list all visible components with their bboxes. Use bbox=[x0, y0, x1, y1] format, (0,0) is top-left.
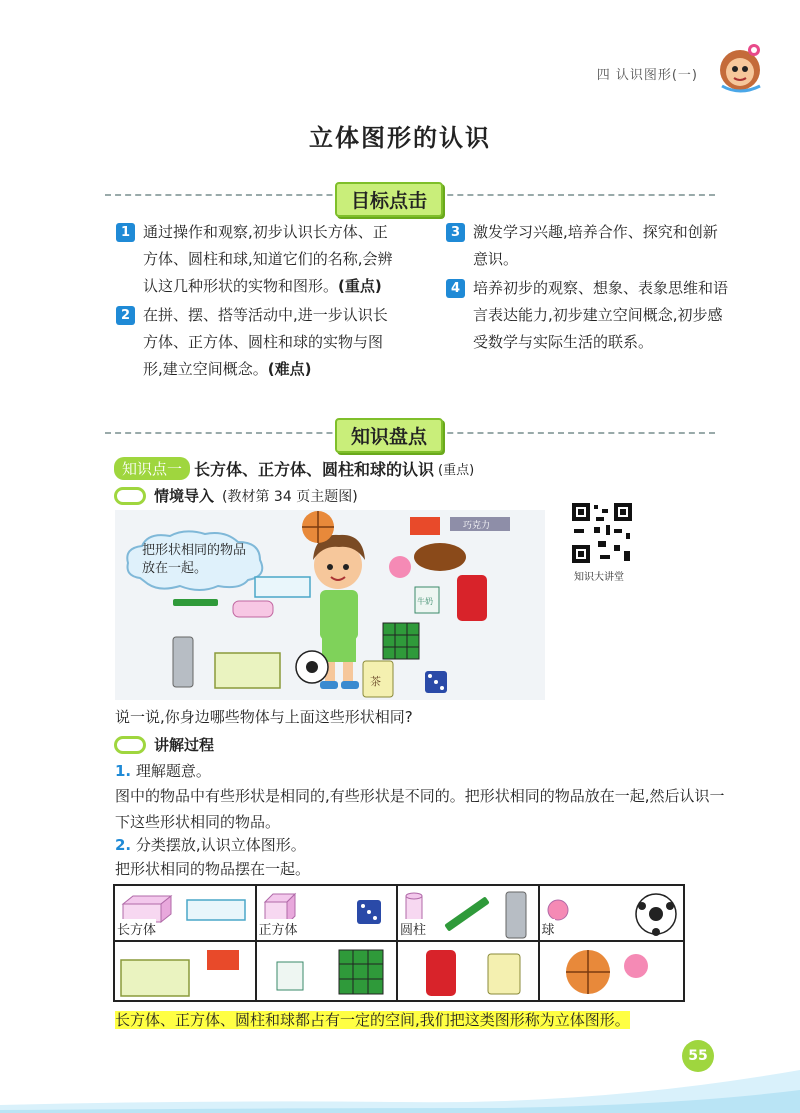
goal-number: 1 bbox=[116, 223, 135, 242]
soap-icon bbox=[233, 601, 273, 617]
milk-box-icon bbox=[415, 587, 439, 613]
oval-bullet-icon bbox=[114, 487, 146, 505]
chocolate-bar-icon bbox=[450, 517, 510, 531]
marker-pen-icon bbox=[444, 896, 490, 931]
cube-items-cell bbox=[256, 941, 398, 1001]
knowledge-point-heading bbox=[114, 457, 474, 480]
cuboid-items-cell bbox=[114, 941, 256, 1001]
milk-box-icon bbox=[277, 962, 303, 990]
flask-cylinder-icon bbox=[506, 892, 526, 938]
goal-number: 3 bbox=[446, 223, 465, 242]
storage-box-icon bbox=[121, 960, 189, 996]
marker-pen-icon bbox=[173, 599, 218, 606]
goals-banner: 目标点击 bbox=[335, 182, 443, 217]
step-text: 分类摆放,认识立体图形。 bbox=[135, 836, 306, 854]
conclusion bbox=[115, 1009, 630, 1030]
scene-objects bbox=[115, 505, 545, 700]
snack-box-icon bbox=[207, 950, 239, 970]
paragraph-1: 图中的物品中有些形状是相同的,有些形状是不同的。把形状相同的物品放在一起,然后认识一下这些形状相同的物品。 bbox=[115, 787, 725, 831]
cloud-text: 把形状相同的物品放在一起。 bbox=[142, 543, 247, 576]
kp-title: 长方体、正方体、圆柱和球的认识 bbox=[194, 460, 435, 479]
goal-item bbox=[446, 275, 728, 356]
goal-tag: (重点) bbox=[338, 277, 382, 295]
toothpaste-box-icon bbox=[187, 900, 245, 920]
cube-label: 正方体 bbox=[259, 919, 298, 938]
cylinder-label: 圆柱 bbox=[400, 919, 426, 938]
cylinder-items-cell bbox=[397, 941, 539, 1001]
goal-item bbox=[116, 219, 398, 300]
goal-text: 培养初步的观察、想象、表象思维和语言表达能力,初步建立空间概念,初步感受数学与实际生活的联系。 bbox=[473, 279, 729, 351]
goal-text: 通过操作和观察,初步认识长方体、正方体、圆柱和球,知道它们的名称,会辨认这几种形状的实物和图形。 bbox=[143, 223, 393, 295]
soda-can-icon bbox=[426, 950, 456, 996]
cylinder-shape-icon bbox=[406, 893, 422, 920]
goal-number: 4 bbox=[446, 279, 465, 298]
goal-number: 2 bbox=[116, 306, 135, 325]
conclusion-text: 长方体、正方体、圆柱和球都占有一定的空间,我们把这类图形称为立体图形。 bbox=[115, 1011, 630, 1029]
explain-title: 讲解过程 bbox=[154, 736, 215, 754]
cylinder-cell bbox=[397, 885, 539, 941]
kp-tag: 知识点一 bbox=[114, 457, 190, 480]
oval-bullet-icon bbox=[114, 736, 146, 754]
goal-tag: (难点) bbox=[267, 360, 312, 378]
situation-note: (教材第 34 页主题图) bbox=[222, 488, 358, 505]
cuboid-label: 长方体 bbox=[117, 919, 156, 938]
page-title: 立体图形的认识 bbox=[309, 124, 491, 152]
sphere-label: 球 bbox=[542, 919, 555, 938]
question-text: 说一说,你身边哪些物体与上面这些形状相同? bbox=[115, 708, 413, 726]
kp-sub: (重点) bbox=[438, 463, 475, 478]
chapter-title: 四 认识图形(一) bbox=[596, 68, 698, 83]
pink-ball-icon bbox=[624, 954, 648, 978]
goals-right-column bbox=[446, 219, 728, 356]
tea-can-icon bbox=[488, 954, 520, 994]
sphere-cell bbox=[539, 885, 684, 941]
soda-can-icon bbox=[457, 575, 487, 621]
step-text: 理解题意。 bbox=[135, 762, 211, 780]
goal-item bbox=[446, 219, 728, 273]
mascot-icon bbox=[710, 36, 770, 96]
goals-left-column bbox=[116, 219, 398, 383]
situation-heading bbox=[114, 485, 358, 506]
tea-label: 茶 bbox=[370, 675, 381, 688]
step-number: 2. bbox=[115, 836, 132, 854]
flask-cylinder-icon bbox=[173, 637, 193, 687]
dice-icon bbox=[357, 900, 381, 924]
explain-heading bbox=[114, 734, 214, 755]
tea-can-icon bbox=[363, 661, 393, 697]
paragraph-2: 把形状相同的物品摆在一起。 bbox=[115, 860, 311, 878]
step-1 bbox=[115, 758, 211, 784]
sort-table bbox=[113, 884, 685, 1002]
step-number: 1. bbox=[115, 762, 132, 780]
wave-decoration bbox=[0, 1050, 800, 1113]
rubiks-cube-icon bbox=[383, 623, 419, 659]
pink-ball-icon bbox=[389, 556, 411, 578]
milk-label: 牛奶 bbox=[417, 597, 433, 606]
rugby-ball-icon bbox=[414, 543, 466, 571]
sphere-shape-icon bbox=[548, 900, 568, 920]
knowledge-banner: 知识盘点 bbox=[335, 418, 443, 453]
rubiks-cube-icon bbox=[339, 950, 383, 994]
qr-label: 知识大讲堂 bbox=[574, 572, 624, 583]
cuboid-cell bbox=[114, 885, 256, 941]
goal-text: 在拼、摆、搭等活动中,进一步认识长方体、正方体、圆柱和球的实物与图形,建立空间概念。 bbox=[143, 306, 388, 378]
chocolate-label: 巧克力 bbox=[463, 521, 491, 531]
snack-box-icon bbox=[410, 517, 440, 535]
storage-box-icon bbox=[215, 653, 280, 688]
qr-code-icon bbox=[570, 501, 634, 565]
page-number: 55 bbox=[682, 1040, 714, 1072]
soccer-ball-icon bbox=[636, 894, 676, 936]
cube-cell bbox=[256, 885, 398, 941]
situation-title: 情境导入 bbox=[154, 487, 215, 505]
goal-text: 激发学习兴趣,培养合作、探究和创新意识。 bbox=[473, 223, 718, 268]
sphere-items-cell bbox=[539, 941, 684, 1001]
step-2 bbox=[115, 832, 306, 858]
toothpaste-box-icon bbox=[255, 577, 310, 597]
goal-item bbox=[116, 302, 398, 383]
